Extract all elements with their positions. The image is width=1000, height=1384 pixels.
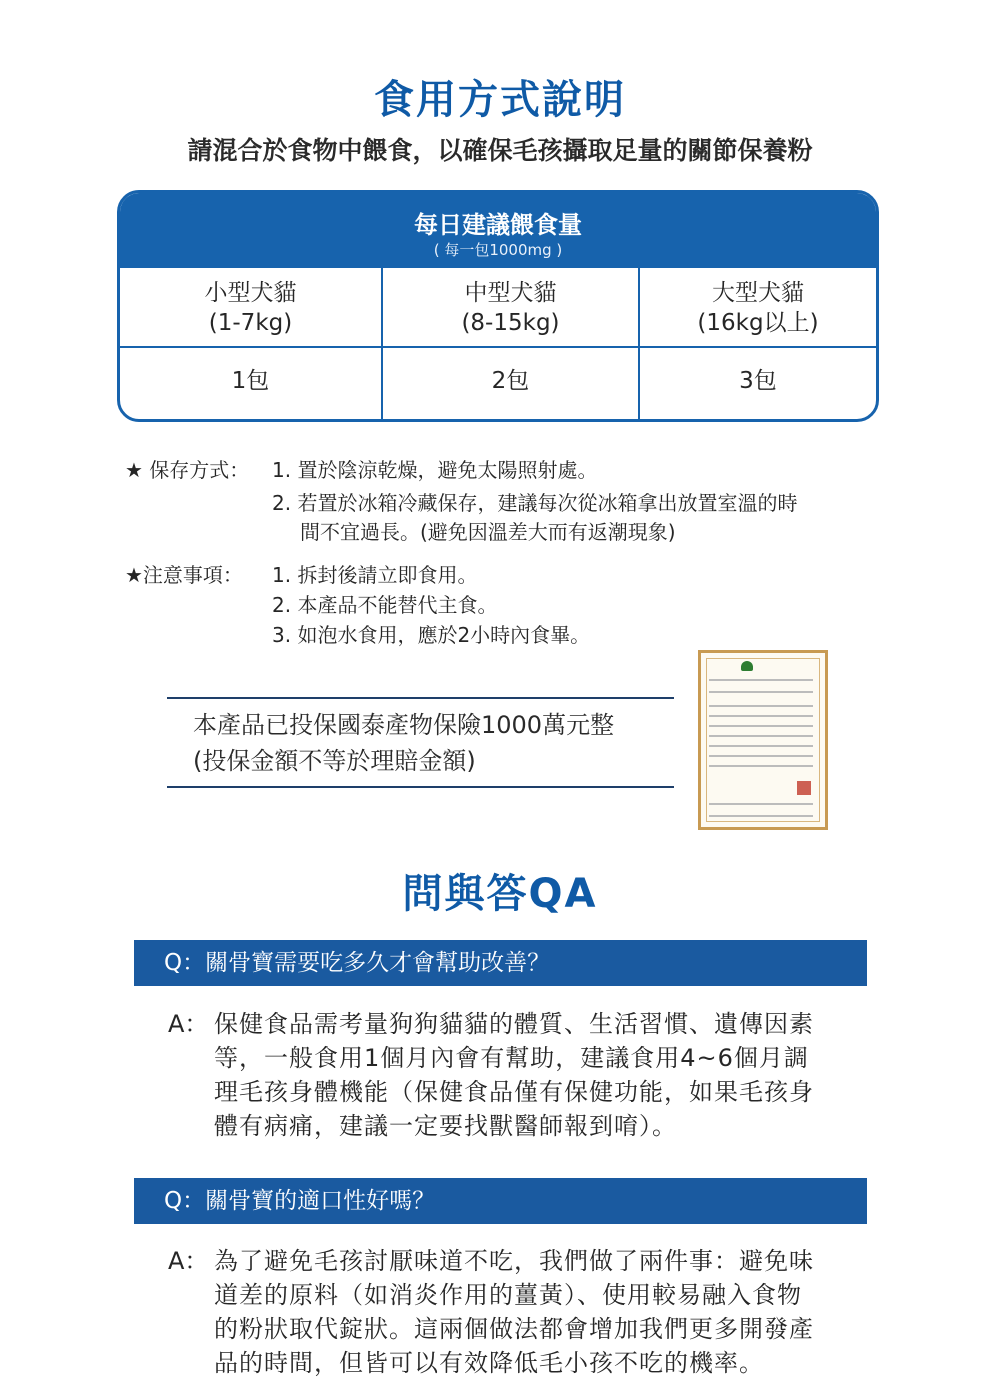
cautions-label: ★注意事項： bbox=[125, 563, 243, 587]
amount-label: 2包 bbox=[491, 368, 530, 394]
storage-item: 1. 置於陰涼乾燥，避免太陽照射處。 bbox=[272, 458, 598, 482]
size-label: 小型犬貓 bbox=[204, 280, 297, 306]
divider bbox=[167, 697, 674, 699]
table-divider bbox=[120, 346, 876, 348]
page-subtitle: 請混合於食物中餵食，以確保毛孩攝取足量的關節保養粉 bbox=[187, 136, 813, 165]
answer-block bbox=[168, 1007, 858, 1147]
answer-block bbox=[168, 1244, 858, 1384]
seal-icon bbox=[797, 781, 811, 795]
caution-item: 3. 如泡水食用，應於2小時內食畢。 bbox=[272, 623, 591, 647]
answer-line: 的粉狀取代錠狀。這兩個做法都會增加我們更多開發產 bbox=[214, 1315, 814, 1343]
tree-logo-icon bbox=[741, 661, 753, 671]
answer-line: 道差的原料（如消炎作用的薑黃）、使用較易融入食物 bbox=[214, 1281, 802, 1309]
feeding-table-subheading: ( 每一包1000mg ) bbox=[433, 241, 563, 259]
feeding-table bbox=[117, 190, 879, 422]
weight-label: (16kg以上) bbox=[697, 310, 819, 336]
amount-label: 1包 bbox=[231, 368, 270, 394]
feeding-column-large bbox=[640, 268, 876, 422]
weight-label: (8-15kg) bbox=[461, 310, 560, 336]
caution-item: 2. 本產品不能替代主食。 bbox=[272, 593, 498, 617]
size-label: 大型犬貓 bbox=[712, 280, 804, 306]
qa-title: 問與答QA bbox=[402, 871, 598, 917]
table-divider bbox=[381, 268, 383, 422]
question-bar: Q：關骨寶需要吃多久才會幫助改善？ bbox=[134, 940, 867, 986]
storage-label: ★ 保存方式： bbox=[125, 458, 250, 482]
caution-item: 1. 拆封後請立即食用。 bbox=[272, 563, 478, 587]
storage-item: 2. 若置於冰箱冷藏保存，建議每次從冰箱拿出放置室溫的時 bbox=[272, 491, 798, 515]
answer-line: 等，一般食用1個月內會有幫助，建議食用4~6個月調 bbox=[214, 1044, 809, 1072]
answer-line: 保健食品需考量狗狗貓貓的體質、生活習慣、遺傳因素 bbox=[214, 1010, 814, 1038]
divider bbox=[167, 786, 674, 788]
amount-label: 3包 bbox=[739, 368, 777, 394]
answer-line: 為了避免毛孩討厭味道不吃，我們做了兩件事：避免味 bbox=[214, 1247, 814, 1275]
feeding-column-medium bbox=[383, 268, 638, 422]
feeding-column-small bbox=[120, 268, 381, 422]
feeding-table-header bbox=[120, 193, 876, 268]
question-bar: Q：關骨寶的適口性好嗎？ bbox=[134, 1178, 867, 1224]
answer-line: 理毛孩身體機能（保健食品僅有保健功能，如果毛孩身 bbox=[214, 1078, 814, 1106]
weight-label: (1-7kg) bbox=[208, 310, 293, 336]
size-label: 中型犬貓 bbox=[464, 280, 557, 306]
storage-item: 間不宜過長。(避免因溫差大而有返潮現象) bbox=[300, 520, 676, 544]
answer-line: 品的時間，但皆可以有效降低毛小孩不吃的機率。 bbox=[214, 1349, 764, 1377]
insurance-certificate-image bbox=[698, 650, 828, 830]
answer-label: A： bbox=[168, 1247, 209, 1275]
insurance-note: (投保金額不等於理賠金額) bbox=[193, 747, 476, 775]
insurance-text: 本產品已投保國泰產物保險1000萬元整 bbox=[193, 711, 615, 739]
answer-line: 體有病痛，建議一定要找獸醫師報到唷）。 bbox=[214, 1112, 677, 1140]
answer-label: A： bbox=[168, 1010, 209, 1038]
table-divider bbox=[120, 421, 876, 422]
page-title: 食用方式說明 bbox=[374, 77, 626, 123]
table-divider bbox=[638, 268, 640, 422]
feeding-table-heading: 每日建議餵食量 bbox=[414, 211, 582, 239]
